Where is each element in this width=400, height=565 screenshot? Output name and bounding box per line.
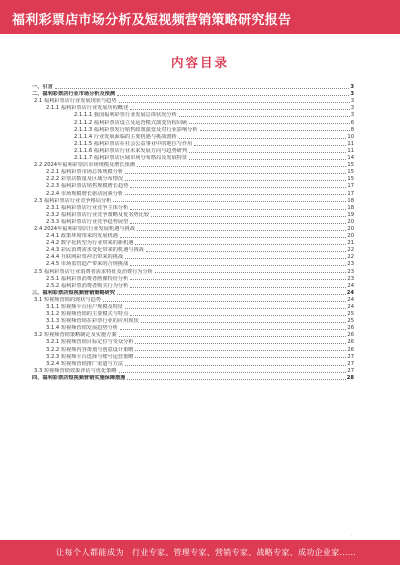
toc-page-number: 23 [347, 268, 354, 275]
toc-entry-text: 2.1.1.5 福利彩票店在社会公益事业中的地位与作用 [74, 140, 193, 147]
toc-leader-dots [200, 130, 350, 131]
toc-page-number: 3 [350, 105, 354, 112]
toc-leader-dots [130, 223, 346, 224]
toc-page-number: 3 [350, 98, 354, 105]
report-header-bar [0, 0, 400, 34]
toc-leader-dots [179, 116, 350, 117]
toc-page-number: 27 [347, 360, 354, 367]
toc-entry-text: 3.1.4 短视频营销发展趋势分析 [46, 325, 118, 332]
page-mark: · [350, 533, 352, 538]
toc-leader-dots [119, 372, 347, 373]
toc-leader-dots [189, 159, 346, 160]
toc-leader-dots [119, 336, 347, 337]
toc-leader-dots [125, 194, 346, 195]
toc-entry-text: 2.2.2 彩票店数量及区域分布情况 [46, 176, 124, 183]
toc-entry[interactable] [32, 324, 354, 331]
toc-entry-text: 2.4.4 互联网彩票冲击带来的挑战 [46, 254, 124, 261]
toc-entry[interactable] [32, 175, 354, 182]
toc-entry[interactable] [32, 118, 354, 125]
toc-leader-dots [151, 216, 346, 217]
toc-page-number: 6 [350, 119, 354, 126]
toc-entry-text: 2.3.1 福利彩票店行业竞争主体分析 [46, 204, 129, 211]
toc-entry[interactable] [32, 331, 354, 338]
toc-leader-dots [119, 102, 350, 103]
toc-page-number: 20 [347, 218, 354, 225]
toc-leader-dots [135, 343, 346, 344]
toc-entry[interactable] [32, 83, 354, 90]
toc-entry-text: 2.3.3 福利彩票店行业竞争趋势展望 [46, 218, 129, 225]
toc-entry[interactable] [32, 154, 354, 161]
toc-page-number: 22 [347, 247, 354, 254]
toc-leader-dots [146, 251, 347, 252]
toc-entry[interactable] [32, 189, 354, 196]
toc-heading: 内容目录 [170, 55, 229, 70]
toc-entry[interactable] [32, 360, 354, 367]
toc-entry-text: 2.4.3 彩民消费需求变化带来的机遇与挑战 [46, 247, 144, 254]
toc-entry-text: 一、引言 [32, 84, 53, 91]
toc-entry[interactable] [32, 111, 354, 118]
toc-entry[interactable] [32, 303, 354, 310]
toc-page-number: 26 [347, 332, 354, 339]
toc-entry[interactable] [32, 133, 354, 140]
toc-page-number: 10 [347, 133, 354, 140]
toc-page-number: 15 [347, 162, 354, 169]
toc-entry[interactable] [32, 367, 354, 374]
toc-entry-text: 2.5.1 福利彩票消费者画像特征分析 [46, 275, 129, 282]
toc-page-number: 8 [350, 126, 354, 133]
toc-entry-text: 3.2.4 短视频营销推广渠道与方法 [46, 360, 124, 367]
toc-leader-dots [125, 180, 346, 181]
toc-page-number: 18 [347, 204, 354, 211]
toc-leader-dots [120, 329, 346, 330]
toc-leader-dots [125, 365, 346, 366]
toc-entry-text: 四、福利彩票店短视频营销实施保障措施 [32, 374, 126, 381]
toc-entry[interactable] [32, 275, 354, 282]
toc-entry-text: 3.1.2 短视频营销的主要模式与特点 [46, 311, 129, 318]
toc-page-number: 3 [350, 112, 354, 119]
toc-page-number: 24 [347, 304, 354, 310]
toc-entry[interactable] [32, 168, 354, 175]
toc-entry[interactable] [32, 253, 354, 260]
toc-page-number: 28 [346, 374, 354, 381]
toc-leader-dots [125, 308, 346, 309]
toc-leader-dots [130, 187, 346, 188]
toc-entry[interactable] [32, 317, 354, 324]
toc-page-number: 17 [347, 190, 354, 197]
toc-entry-text: 3.1.1 短视频平台用户规模及特征 [46, 304, 124, 310]
toc-leader-dots [189, 123, 350, 124]
toc-leader-dots [135, 350, 346, 351]
toc-page-number: 20 [347, 225, 354, 232]
toc-entry-text: 2.1.1.6 福利彩票店行业未来发展方向与趋势研判 [74, 147, 188, 154]
table-of-contents [32, 83, 354, 381]
toc-entry[interactable] [32, 140, 354, 147]
footer-roles: 行业专家、管理专家、营销专家、战略专家、成功企业家…… [132, 548, 357, 557]
toc-entry-text: 3.1 短视频营销的现状与趋势 [34, 296, 101, 303]
toc-entry-text: 2.5.2 福利彩票消费者购买行为分析 [46, 282, 129, 289]
toc-leader-dots [117, 294, 346, 295]
toc-page-number: 15 [347, 176, 354, 183]
toc-leader-dots [130, 265, 346, 266]
toc-entry[interactable] [32, 104, 354, 111]
toc-entry-text: 2.2.3 福利彩票店销售规模增长趋势 [46, 183, 129, 190]
toc-entry[interactable] [32, 345, 354, 352]
toc-entry[interactable] [32, 126, 354, 133]
toc-leader-dots [194, 145, 346, 146]
toc-leader-dots [120, 237, 346, 238]
toc-page-number: 18 [347, 197, 354, 204]
toc-entry[interactable] [32, 225, 354, 232]
toc-page-number: 24 [347, 296, 354, 303]
toc-page-number: 26 [347, 339, 354, 346]
toc-entry-text: 2.4.1 政策环境带来的发展机遇 [46, 233, 118, 240]
toc-entry[interactable] [32, 232, 354, 239]
toc-leader-dots [55, 88, 350, 89]
toc-entry[interactable] [32, 289, 354, 296]
toc-page-number: 3 [350, 84, 354, 91]
toc-leader-dots [125, 173, 346, 174]
toc-entry-text: 3.2.3 短视频平台选择与账号运营策略 [46, 353, 134, 360]
toc-entry-text: 3.3 短视频营销效果评估与优化策略 [34, 367, 117, 374]
toc-page-number: 22 [347, 254, 354, 261]
toc-page-number: 24 [347, 282, 354, 289]
toc-leader-dots [125, 258, 346, 259]
toc-entry-text: 2.1.1.1 我国福利彩票行业发展总体状况分析 [74, 112, 177, 119]
toc-leader-dots [113, 201, 346, 202]
toc-page-number: 23 [347, 261, 354, 268]
toc-leader-dots [179, 138, 347, 139]
toc-page-number: 26 [347, 346, 354, 353]
toc-leader-dots [155, 272, 347, 273]
toc-entry-text: 二、福利彩票店行业市场分析及预测 [32, 91, 116, 98]
toc-entry[interactable] [32, 161, 354, 168]
toc-entry[interactable] [32, 353, 354, 360]
footer-bar [0, 540, 400, 565]
toc-entry[interactable] [32, 260, 354, 267]
toc-leader-dots [103, 301, 346, 302]
toc-page-number: 21 [347, 240, 354, 247]
toc-page-number: 20 [347, 233, 354, 240]
toc-page-number: 25 [347, 318, 354, 325]
toc-entry-text: 2.1.1.2 福利彩票店设立及运营模式演变历程回顾 [74, 119, 188, 126]
toc-leader-dots [137, 166, 346, 167]
toc-entry-text: 2.1.1 福利彩票店行业发展历程概述 [46, 105, 129, 112]
toc-page-number: 26 [347, 325, 354, 332]
toc-leader-dots [135, 244, 346, 245]
toc-entry-text: 3.2 短视频营销策略制定及实施方案 [34, 332, 117, 339]
report-title: 福利彩票店市场分析及短视频营销策略研究报告 [12, 13, 292, 28]
toc-leader-dots [130, 287, 346, 288]
toc-leader-dots [137, 230, 346, 231]
toc-leader-dots [117, 95, 349, 96]
toc-entry[interactable] [32, 239, 354, 246]
toc-entry-text: 2.3.2 福利彩票店行业竞争策略及优劣势比较 [46, 211, 150, 218]
toc-entry-text: 2.2.1 福利彩票市场总体规模分析 [46, 169, 124, 176]
toc-entry[interactable] [32, 182, 354, 189]
toc-page-number: 14 [347, 155, 354, 162]
toc-leader-dots [130, 209, 346, 210]
toc-leader-dots [130, 315, 346, 316]
toc-entry-text: 3.2.1 短视频营销目标定位与受众分析 [46, 339, 134, 346]
toc-entry-text: 2.1 福利彩票店行业发展现状与趋势 [34, 98, 117, 105]
toc-entry-text: 2.2 2024年福利彩票店市场规模及增长预测 [34, 162, 135, 169]
toc-entry[interactable] [32, 310, 354, 317]
toc-leader-dots [189, 152, 346, 153]
toc-entry-text: 3.2.2 短视频内容策划与创意设计策略 [46, 346, 134, 353]
toc-page-number: 3 [350, 91, 354, 98]
toc-page-number: 17 [347, 183, 354, 190]
toc-entry-text: 2.5 福利彩票店行业消费者需求特征及消费行为分析 [34, 268, 153, 275]
toc-page-number: 25 [347, 311, 354, 318]
toc-entry-text: 2.2.4 市场规模增长驱动因素分析 [46, 190, 124, 197]
toc-entry[interactable] [32, 374, 354, 381]
footer-slogan: 让每个人都能成为 [56, 548, 124, 557]
toc-entry[interactable] [32, 246, 354, 253]
toc-entry-text: 2.1.1.3 福利彩票发行销售政策演变及对行业影响分析 [74, 126, 198, 133]
toc-entry-text: 2.1.1.7 福利彩票店区域市场分布格局及发展特征 [74, 155, 188, 162]
toc-entry[interactable] [32, 197, 354, 204]
toc-entry-text: 2.1.1.4 行业发展面临的主要机遇与挑战剖析 [74, 133, 177, 140]
toc-page-number: 24 [346, 289, 354, 296]
toc-entry[interactable] [32, 218, 354, 225]
toc-entry-text: 三、福利彩票店短视频营销策略研究 [32, 289, 116, 296]
toc-entry[interactable] [32, 97, 354, 104]
toc-entry[interactable] [32, 338, 354, 345]
toc-entry[interactable] [32, 204, 354, 211]
toc-entry-text: 2.4.5 市场监管趋严带来的合规挑战 [46, 261, 129, 268]
toc-entry-text: 2.3 福利彩票店行业竞争格局分析 [34, 197, 112, 204]
toc-page-number: 11 [347, 140, 354, 147]
toc-page-number: 19 [347, 211, 354, 218]
toc-entry-text: 2.4.2 数字化转型为行业带来的新机遇 [46, 240, 134, 247]
toc-page-number: 15 [347, 169, 354, 176]
toc-entry[interactable] [32, 90, 354, 97]
toc-entry[interactable] [32, 147, 354, 154]
toc-entry[interactable] [32, 282, 354, 289]
toc-page-number: 11 [347, 147, 354, 154]
toc-leader-dots [127, 379, 345, 380]
toc-page-number: 23 [347, 275, 354, 282]
toc-leader-dots [130, 109, 349, 110]
toc-page-number: 27 [347, 367, 354, 374]
toc-entry-text: 2.4 2024年福利彩票店行业发展机遇与挑战 [34, 225, 135, 232]
toc-entry[interactable] [32, 267, 354, 274]
toc-page-number: 27 [347, 353, 354, 360]
toc-entry[interactable] [32, 296, 354, 303]
toc-entry[interactable] [32, 211, 354, 218]
toc-entry-text: 3.1.3 短视频营销在彩票行业的应用现状 [46, 318, 139, 325]
toc-leader-dots [141, 322, 347, 323]
toc-leader-dots [135, 357, 346, 358]
toc-leader-dots [130, 279, 346, 280]
